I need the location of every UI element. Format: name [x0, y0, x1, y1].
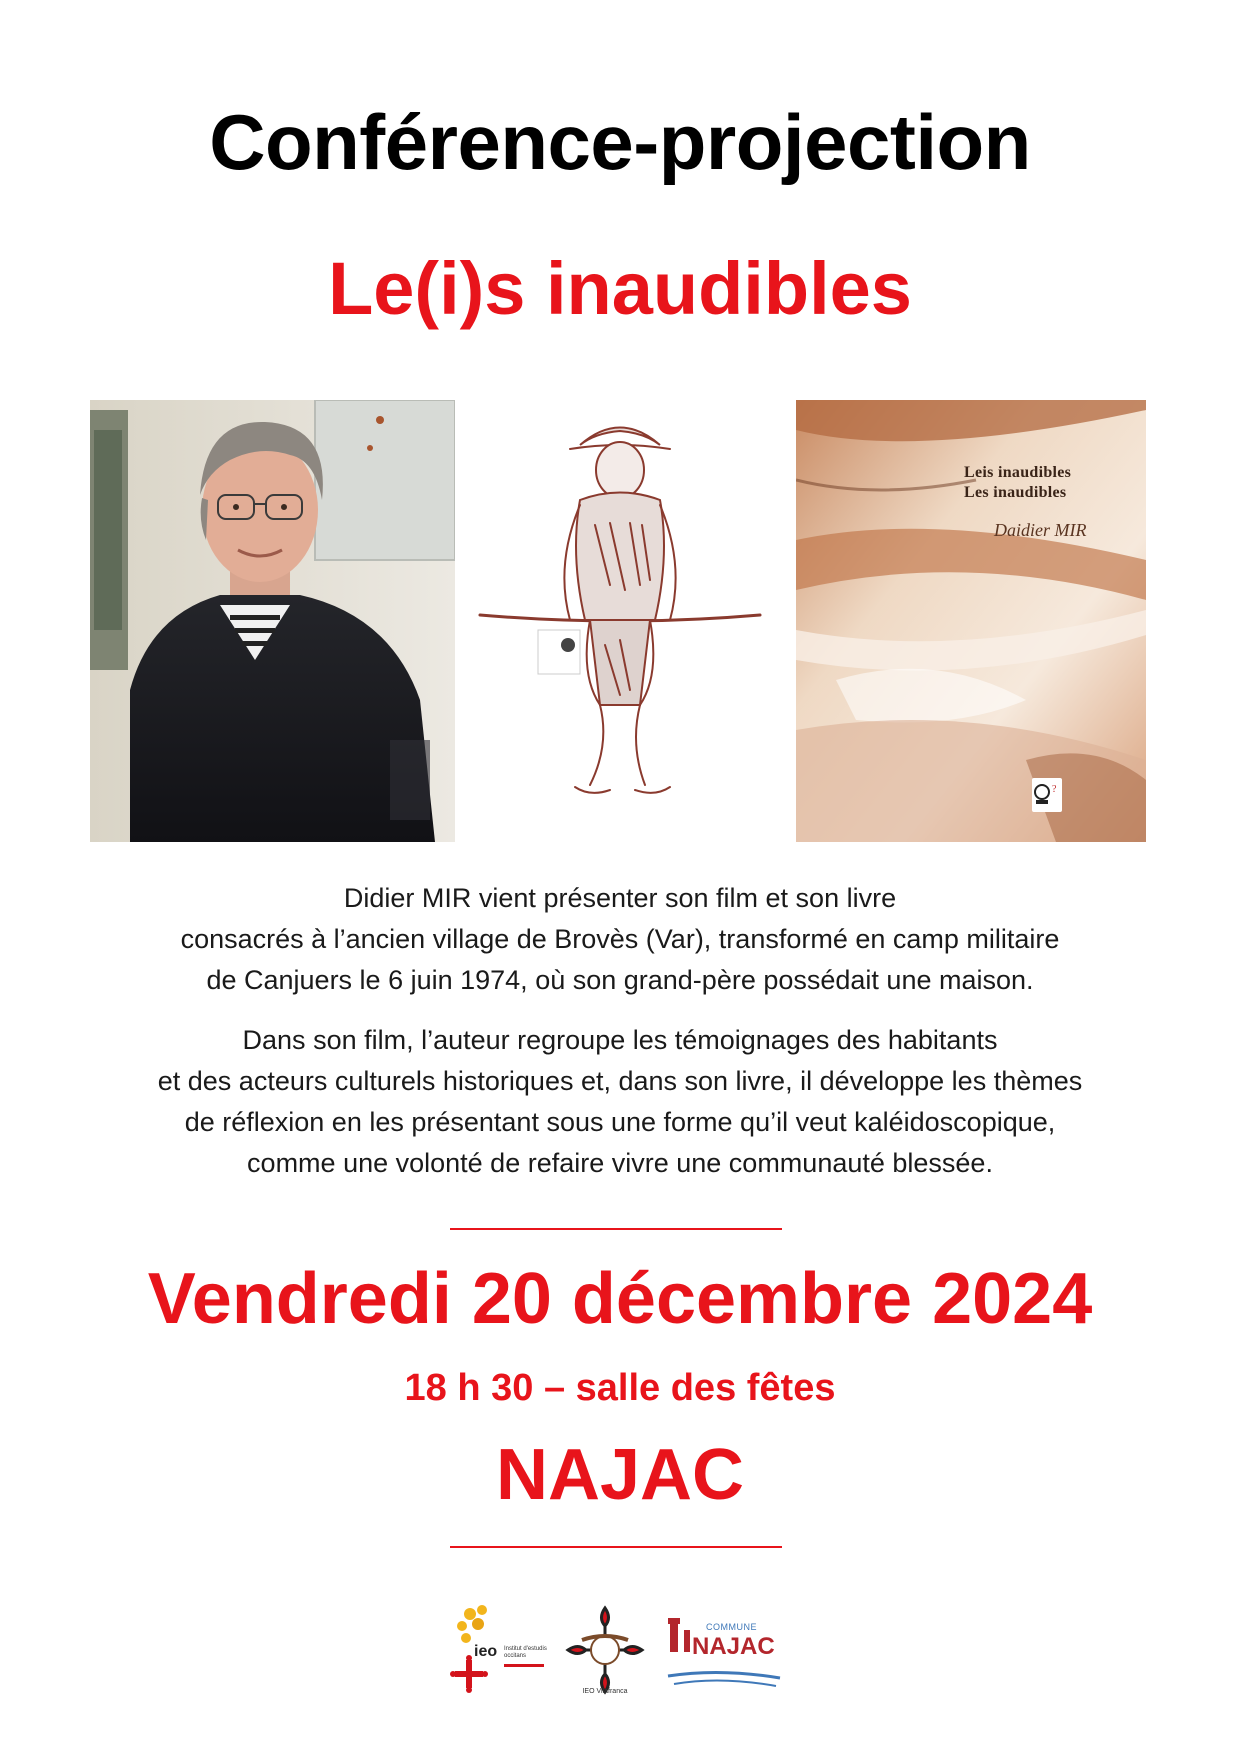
vilafranca-emblem-icon [560, 1600, 650, 1700]
book-title-occitan: Leis inaudibles [964, 464, 1072, 481]
author-portrait-illustration [90, 400, 455, 842]
book-title-french: Les inaudibles [964, 484, 1067, 501]
svg-text:?: ? [1052, 784, 1057, 795]
author-portrait-photo [90, 400, 455, 842]
description-line: Dans son film, l’auteur regroupe les témoignages des habitants [242, 1025, 998, 1055]
event-town: NAJAC [495, 1435, 745, 1515]
page-subtitle: Le(i)s inaudibles [328, 247, 912, 330]
seated-man-sketch-illustration [470, 405, 770, 805]
commune-logo-name: NAJAC [692, 1633, 775, 1660]
description-line: consacrés à l’ancien village de Brovès (Var), transformé en camp militaire [180, 924, 1060, 954]
page-title: Conférence-projection [209, 98, 1031, 186]
description-paragraph-2 [60, 1020, 1180, 1184]
description-line: Didier MIR vient présenter son film et son livre [343, 883, 897, 913]
divider-top [450, 1228, 782, 1230]
ieo-vilafranca-logo [560, 1600, 650, 1700]
publisher-logo-icon [1032, 778, 1062, 812]
seated-man-sketch [470, 405, 770, 805]
description-line: de Canjuers le 6 juin 1974, où son grand-père possédait une maison. [206, 965, 1034, 995]
event-time-venue: 18 h 30 – salle des fêtes [404, 1367, 836, 1409]
event-date: Vendredi 20 décembre 2024 [147, 1259, 1093, 1339]
book-author: Daidier MIR [994, 520, 1087, 540]
description-line: de réflexion en les présentant sous une forme qu’il veut kaléidoscopique, [184, 1107, 1056, 1137]
ieo-logo [448, 1600, 548, 1700]
ieo-logo-underline [504, 1664, 544, 1667]
ieo-logo-caption: Institut d'estudis occitans [504, 1646, 547, 1659]
commune-logo-top: COMMUNE [706, 1622, 757, 1632]
vilafranca-logo-label: IEO Vilafranca [582, 1688, 628, 1695]
description-paragraph-1 [60, 878, 1180, 1001]
divider-bottom [450, 1546, 782, 1548]
commune-najac-logo [660, 1600, 790, 1700]
book-cover [796, 400, 1146, 842]
description-line: comme une volonté de refaire vivre une communauté blessée. [247, 1148, 993, 1178]
ieo-logo-label: ieo [474, 1643, 498, 1660]
description-line: et des acteurs culturels historiques et, dans son livre, il développe les thèmes [157, 1066, 1083, 1096]
